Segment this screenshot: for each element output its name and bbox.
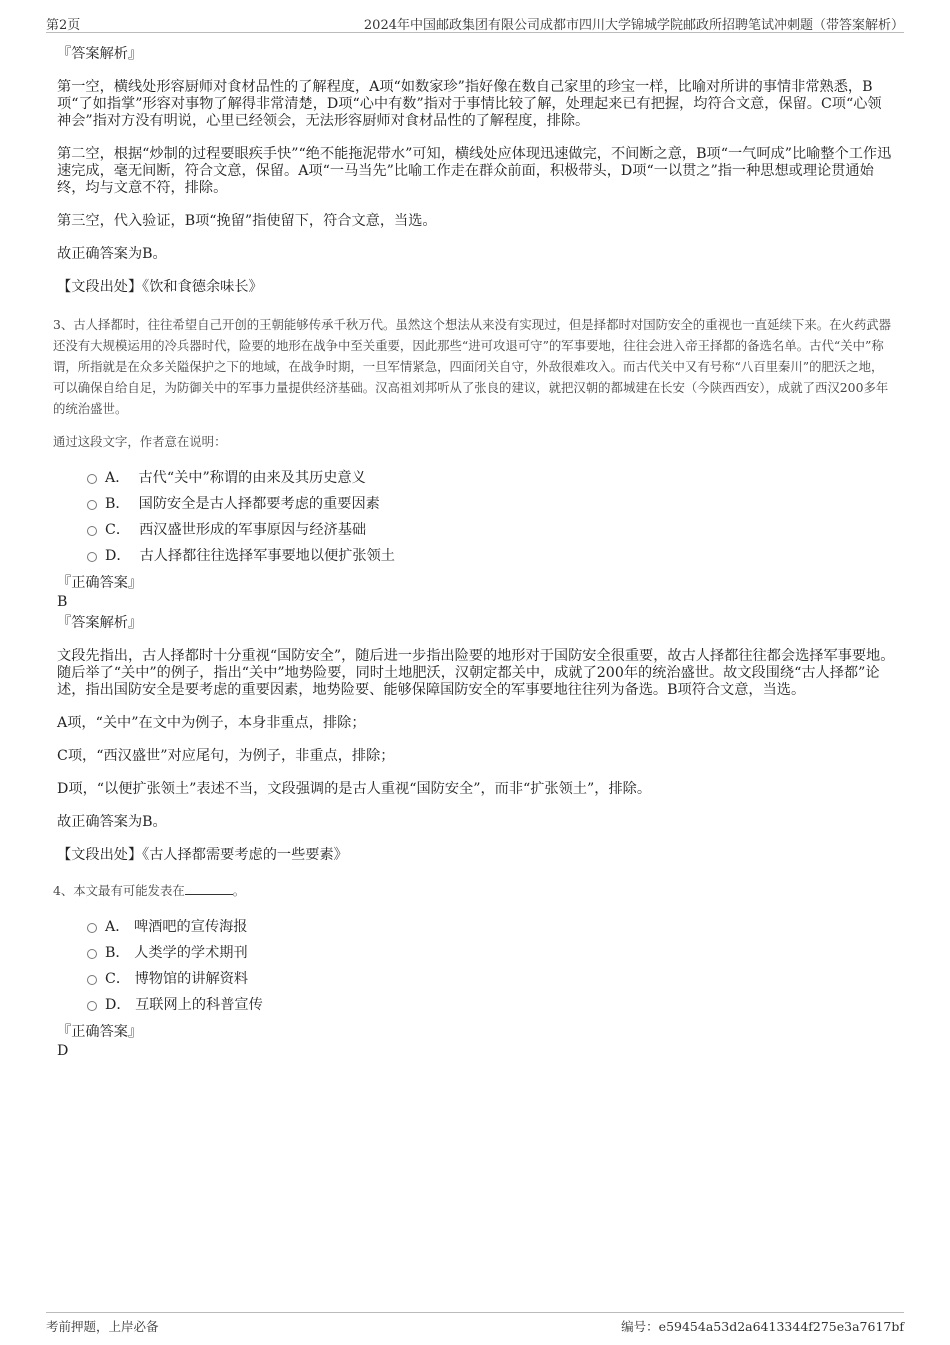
q4-option-d[interactable]: D． 互联网上的科普宣传 bbox=[47, 992, 895, 1018]
q4-options bbox=[57, 914, 895, 1018]
q3-analysis-d: D项，“以便扩张领土”表述不当，文段强调的是古人重视“国防安全”，而非“扩张领土”，排除。 bbox=[57, 781, 652, 797]
q3-options bbox=[57, 465, 895, 569]
radio-icon[interactable] bbox=[87, 500, 97, 510]
q3-question: 通过这段文字，作者意在说明： bbox=[53, 434, 227, 449]
answer-blank bbox=[185, 882, 233, 895]
radio-icon[interactable] bbox=[87, 526, 97, 536]
q3-analysis-p1: 文段先指出，古人择都时十分重视“国防安全”，随后进一步指出险要的地形对于国防安全很重要，故古人择都往往都会选择军事要地。随后举了“关中”的例子，指出“关中”地势险要，同时土地肥沃，汉朝定都关中，成就了200年的统治盛世。故文段围绕“古人择都”论述，指出国防安全是要考虑的重要因素，地势险要、能够保障国防安全的军事要地往往列为备选。B项符合文意，当选。 bbox=[57, 648, 895, 698]
q3-analysis-a: A项，“关中”在文中为例子，本身非重点，排除； bbox=[57, 715, 366, 731]
q2-analysis-label: 『答案解析』 bbox=[57, 46, 143, 62]
q3-option-d[interactable]: D． 古人择都往往选择军事要地以便扩张领土 bbox=[47, 543, 895, 569]
q4-option-b[interactable]: B． 人类学的学术期刊 bbox=[47, 940, 895, 966]
q4-stem: 4、本文最有可能发表在 。 bbox=[53, 883, 246, 898]
q4-option-c[interactable]: C． 博物馆的讲解资料 bbox=[47, 966, 895, 992]
radio-icon[interactable] bbox=[87, 552, 97, 562]
q3-answer-label: 『正确答案』 bbox=[57, 575, 143, 591]
radio-icon[interactable] bbox=[87, 1001, 97, 1011]
radio-icon[interactable] bbox=[87, 474, 97, 484]
q2-analysis-p2: 第二空，根据“炒制的过程要眼疾手快”“绝不能拖泥带水”可知，横线处应体现迅速做完，不间断之意，B项“一气呵成”比喻整个工作迅速完成，毫无间断，符合文意，保留。A项“一马当先”比喻工作走在群众前面，积极带头，D项“一以贯之”指一种思想或理论贯通始终，均与文意不符，排除。 bbox=[57, 146, 892, 196]
q2-conclusion: 故正确答案为B。 bbox=[57, 246, 167, 262]
page-footer bbox=[46, 1312, 904, 1334]
q3-analysis-c: C项，“西汉盛世”对应尾句，为例子，非重点，排除； bbox=[57, 748, 395, 764]
radio-icon[interactable] bbox=[87, 975, 97, 985]
q3-answer: B bbox=[57, 594, 68, 610]
page-content bbox=[53, 46, 895, 1060]
q3-option-a[interactable]: A． 古代“关中”称谓的由来及其历史意义 bbox=[47, 465, 895, 491]
q3-option-b[interactable]: B． 国防安全是古人择都要考虑的重要因素 bbox=[47, 491, 895, 517]
page-header bbox=[46, 14, 904, 33]
footer-slogan: 考前押题，上岸必备 bbox=[46, 1319, 159, 1334]
q2-analysis-p3: 第三空，代入验证，B项“挽留”指使留下，符合文意，当选。 bbox=[57, 213, 437, 229]
q2-analysis-p1: 第一空，横线处形容厨师对食材品性的了解程度，A项“如数家珍”指好像在数自己家里的珍宝一样，比喻对所讲的事情非常熟悉，B项“了如指掌”形容对事物了解得非常清楚，D项“心中有数”指对于事情比较了解，处理起来已有把握，均符合文意，保留。C项“心领神会”指对方没有明说，心里已经领会，无法形容厨师对食材品性的了解程度，排除。 bbox=[57, 79, 882, 129]
q3-source: 【文段出处】《古人择都需要考虑的一些要素》 bbox=[57, 847, 348, 863]
q2-source: 【文段出处】《饮和食德余味长》 bbox=[57, 279, 263, 295]
q3-conclusion: 故正确答案为B。 bbox=[57, 814, 167, 830]
radio-icon[interactable] bbox=[87, 923, 97, 933]
q4-answer: D bbox=[57, 1043, 69, 1059]
q4-option-a[interactable]: A． 啤酒吧的宣传海报 bbox=[47, 914, 895, 940]
footer-serial: 编号：e59454a53d2a6413344f275e3a7617bf bbox=[621, 1319, 904, 1334]
q3-stem: 3、古人择都时，往往希望自己开创的王朝能够传承千秋万代。虽然这个想法从来没有实现过，但是择都时对国防安全的重视也一直延续下来。在火药武器还没有大规模运用的冷兵器时代，险要的地形在战争中至关重要，因此那些“进可攻退可守”的军事要地，往往会进入帝王择都的备选名单。古代“关中”称谓，所指就是在众多关隘保护之下的地域，在战争时期，一旦军情紧急，四面闭关自守，外敌很难攻入。而古代关中又有号称“八百里秦川”的肥沃之地，可以确保自给自足，为防御关中的军事力量提供经济基础。汉高祖刘邦听从了张良的建议，就把汉朝的都城建在长安（今陕西西安），成就了西汉200多年的统治盛世。 bbox=[53, 317, 892, 416]
q3-option-c[interactable]: C． 西汉盛世形成的军事原因与经济基础 bbox=[47, 517, 895, 543]
q4-answer-label: 『正确答案』 bbox=[57, 1024, 143, 1040]
radio-icon[interactable] bbox=[87, 949, 97, 959]
page-number: 第2页 bbox=[46, 18, 81, 33]
document-title: 2024年中国邮政集团有限公司成都市四川大学锦城学院邮政所招聘笔试冲刺题（带答案解析） bbox=[363, 18, 904, 33]
q3-analysis-label: 『答案解析』 bbox=[57, 615, 143, 631]
